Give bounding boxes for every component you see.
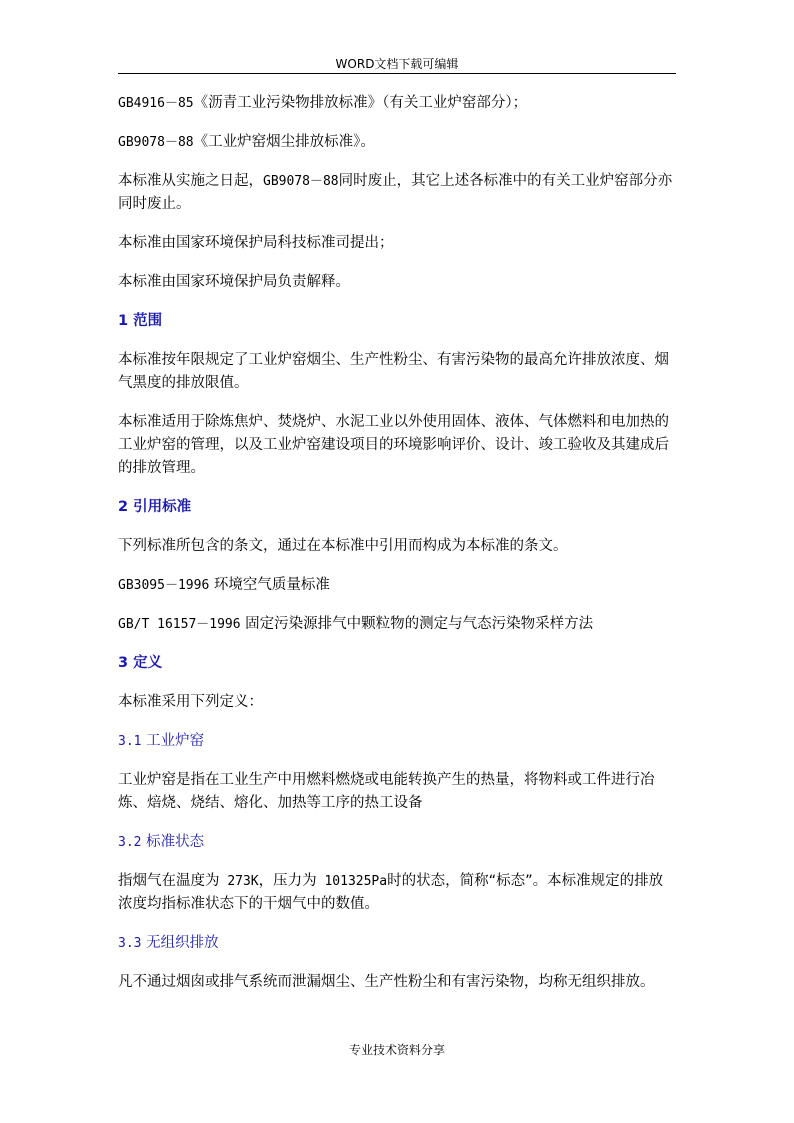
text-segment: ，压力为 [258,873,317,889]
paragraph-references-intro: 下列标准所包含的条文，通过在本标准中引用而构成为本标准的条文。 [118,538,568,554]
paragraph-definitions-intro: 本标准采用下列定义： [118,694,263,710]
subsection-number: 3.3 [118,936,142,951]
paragraph-standard-state-definition [118,870,676,916]
subsection-title: 标准状态 [141,834,205,850]
section-heading-references: 2 引用标准 [118,499,192,515]
paragraph-scope-2: 本标准适用于除炼焦炉、焚烧炉、水泥工业以外使用固体、液体、气体燃料和电加热的工业炉窑的管理，以及工业炉窑建设项目的环境影响评价、设计、竣工验收及其建成后的排放管理。 [118,414,669,476]
subsection-heading-fugitive-emission [118,932,676,955]
text-segment: 同时废止，其它上述各标准中的有关工业炉窑部分亦同时废止。 [118,173,673,212]
pressure-value: 101325Pa [316,874,388,889]
subsection-title: 工业炉窑 [141,733,205,749]
reference-item-gb3095 [118,574,676,597]
standard-code: GB9078－88 [118,135,194,150]
subsection-heading-industrial-kiln [118,730,676,753]
standard-code: GB/T 16157－1996 [118,617,241,632]
standard-title: 固定污染源排气中颗粒物的测定与气态污染物采样方法 [240,616,594,632]
text-segment: 本标准从实施之日起， [118,173,263,189]
subsection-heading-standard-state [118,831,676,854]
paragraph-fugitive-emission-definition: 凡不通过烟囱或排气系统而泄漏烟尘、生产性粉尘和有害污染物，均称无组织排放。 [118,974,655,990]
text-segment: 时的状态，简称“标态”。本标准规定的排放浓度均指标准状态下的干烟气中的数值。 [118,873,664,912]
section-heading-definitions: 3 定义 [118,655,163,671]
document-body [118,92,676,994]
paragraph-scope-1: 本标准按年限规定了工业炉窑烟尘、生产性粉尘、有害污染物的最高允许排放浓度、烟气黑度的排放限值。 [118,352,669,391]
standard-code: GB4916－85 [118,96,194,111]
text-segment: 指烟气在温度为 [118,873,220,889]
section-heading-scope: 1 范围 [118,313,163,329]
paragraph-interpreter: 本标准由国家环境保护局负责解释。 [118,274,350,290]
paragraph-industrial-kiln-definition: 工业炉窑是指在工业生产中用燃料燃烧或电能转换产生的热量，将物料或工件进行冶炼、焙烧、烧结、熔化、加热等工序的热工设备 [118,772,655,811]
page-header: WORD文档下载可编辑 [335,57,459,71]
standard-title: 环境空气质量标准 [209,577,330,593]
subsection-number: 3.2 [118,835,142,850]
subsection-number: 3.1 [118,734,142,749]
standard-code: GB9078－88 [263,174,339,189]
header-rule [118,73,676,74]
standard-title: 《工业炉窑烟尘排放标准》。 [193,134,375,150]
standard-code: GB3095－1996 [118,578,210,593]
paragraph-reference-gb9078 [118,131,676,154]
reference-item-gbt16157 [118,613,676,636]
subsection-title: 无组织排放 [141,935,219,951]
standard-title: 《沥青工业污染物排放标准》（有关工业炉窑部分）； [193,95,528,111]
temperature-value: 273K [219,874,259,889]
paragraph-effective-date [118,170,676,216]
paragraph-proposer: 本标准由国家环境保护局科技标准司提出； [118,235,394,251]
page-footer: 专业技术资料分享 [348,1043,445,1057]
paragraph-reference-gb4916 [118,92,676,115]
